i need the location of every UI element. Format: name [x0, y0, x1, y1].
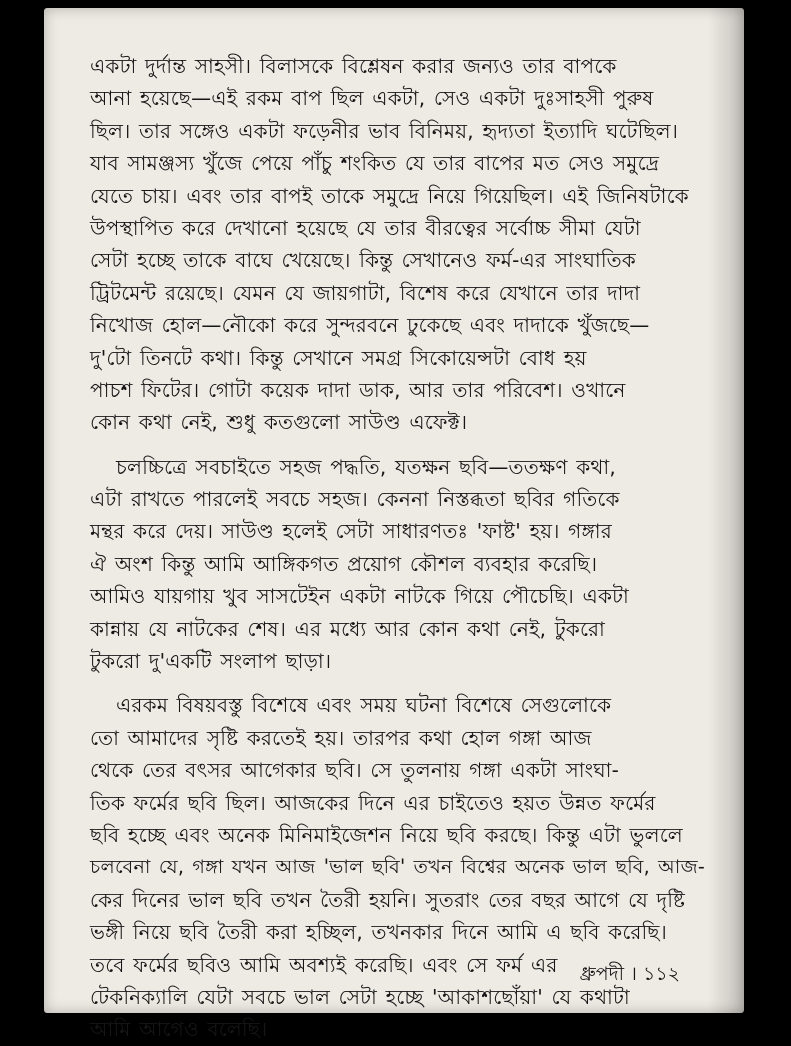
text-line: একটা দুর্দান্ত সাহসী। বিলাসকে বিশ্লেষন করার জন্যও তার বাপকে: [90, 54, 617, 78]
text-line: ভঙ্গী নিয়ে ছবি তৈরী করা হচ্ছিল, তখনকার দিনে আমি এ ছবি করেছি।: [90, 920, 667, 945]
text-line: চলচ্চিত্রে সবচাইতে সহজ পদ্ধতি, যতক্ষন ছবি—ততক্ষণ কথা,: [116, 454, 616, 479]
text-line: মন্থর করে দেয়। সাউণ্ড হলেই সেটা সাধারণতঃ 'ফাষ্ট' হয়। গঙ্গার: [90, 519, 612, 544]
text-line: আমিও যায়গায় খুব সাসটেইন একটা নাটকে গিয়ে পৌচেছি। একটা: [90, 584, 630, 609]
text-line: নিখোজ হোল—নৌকো করে সুন্দরবনে ঢুকেছে এবং দাদাকে খুঁজছে—: [90, 313, 650, 338]
text-line: আনা হয়েছে—এই রকম বাপ ছিল একটা, সেও একটা দুঃসাহসী পুরুষ: [90, 86, 654, 111]
text-line: দু'টো তিনটে কথা। কিন্তু সেখানে সমগ্র সিকোয়েন্সটা বোধ হয়: [90, 345, 587, 370]
text-line: সেটা হচ্ছে তাকে বাঘে খেয়েছে। কিন্তু সেখানেও ফর্ম-এর সাংঘাতিক: [90, 248, 636, 273]
text-line: টুকরো দু'একটি সংলাপ ছাড়া।: [90, 649, 332, 674]
text-line: তিক ফর্মের ছবি ছিল। আজকের দিনে এর চাইতেও হয়ত উন্নত ফর্মের: [90, 790, 656, 815]
text-line: থেকে তের বৎসর আগেকার ছবি। সে তুলনায় গঙ্গা একটা সাংঘা-: [90, 758, 620, 783]
text-line: আমি আগেও বলেছি।: [90, 1017, 268, 1042]
paragraph: [90, 689, 710, 1045]
text-line: ট্রিটমেন্ট রয়েছে। যেমন যে জায়গাটা, বিশেষ করে যেখানে তার দাদা: [90, 280, 641, 305]
text-line: চলবেনা যে, গঙ্গা যখন আজ 'ভাল ছবি' তখন বিশ্বের অনেক ভাল ছবি, আজ-: [90, 855, 705, 879]
page-number: ১১২: [642, 963, 680, 985]
text-line: টেকনিক্যালি যেটা সবচে ভাল সেটা হচ্ছে 'আকাশছোঁয়া' যে কথাটা: [90, 984, 630, 1009]
text-line: কের দিনের ভাল ছবি তখন তৈরী হয়নি। সুতরাং তের বছর আগে যে দৃষ্টি: [90, 887, 686, 912]
text-line: যাব সামঞ্জস্য খুঁজে পেয়ে পাঁচু শংকিত যে তার বাপের মত সেও সমুদ্রে: [90, 151, 660, 176]
text-line: এরকম বিষয়বস্তু বিশেষে এবং সময় ঘটনা বিশেষে সেগুলোকে: [116, 693, 612, 718]
text-line: তো আমাদের সৃষ্টি করতেই হয়। তারপর কথা হোল গঙ্গা আজ: [90, 725, 592, 750]
book-page: [44, 8, 744, 1042]
text-line: উপস্থাপিত করে দেখানো হয়েছে যে তার বীরত্বের সর্বোচ্চ সীমা যেটা: [90, 215, 641, 240]
text-line: কান্নায় যে নাটকের শেষ। এর মধ্যে আর কোন কথা নেই, টুকরো: [90, 616, 606, 641]
text-line: তবে ফর্মের ছবিও আমি অবশ্যই করেছি। এবং সে ফর্ম এর: [90, 952, 558, 977]
text-line: যেতে চায়। এবং তার বাপই তাকে সমুদ্রে নিয়ে গিয়েছিল। এই জিনিষটাকে: [90, 183, 689, 208]
paragraph: [90, 50, 710, 439]
text-line: ঐ অংশ কিন্তু আমি আঙ্গিকগত প্রয়োগ কৌশল ব্যবহার করেছি।: [90, 551, 598, 576]
paragraph: [90, 451, 710, 678]
text-line: এটা রাখতে পারলেই সবচে সহজ। কেননা নিস্তব্ধতা ছবির গতিকে: [90, 487, 620, 512]
text-line: পাচশ ফিটের। গোটা কয়েক দাদা ডাক, আর তার পরিবেশ। ওখানে: [90, 377, 626, 402]
page-footer: [580, 960, 680, 992]
text-line: ছবি হচ্ছে এবং অনেক মিনিমাইজেশন নিয়ে ছবি করছে। কিন্তু এটা ভুললে: [90, 822, 683, 847]
text-line: কোন কথা নেই, শুধু কতগুলো সাউণ্ড এফেক্ট।: [90, 410, 468, 435]
body-text: [90, 50, 710, 1046]
footer-separator: ।: [630, 963, 637, 985]
journal-name: ধ্রুপদী: [579, 963, 625, 985]
page-gutter-shadow: [708, 8, 744, 1013]
text-line: ছিল। তার সঙ্গেও একটা ফড়েনীর ভাব বিনিময়, হৃদ্যতা ইত্যাদি ঘটেছিল।: [90, 118, 679, 143]
